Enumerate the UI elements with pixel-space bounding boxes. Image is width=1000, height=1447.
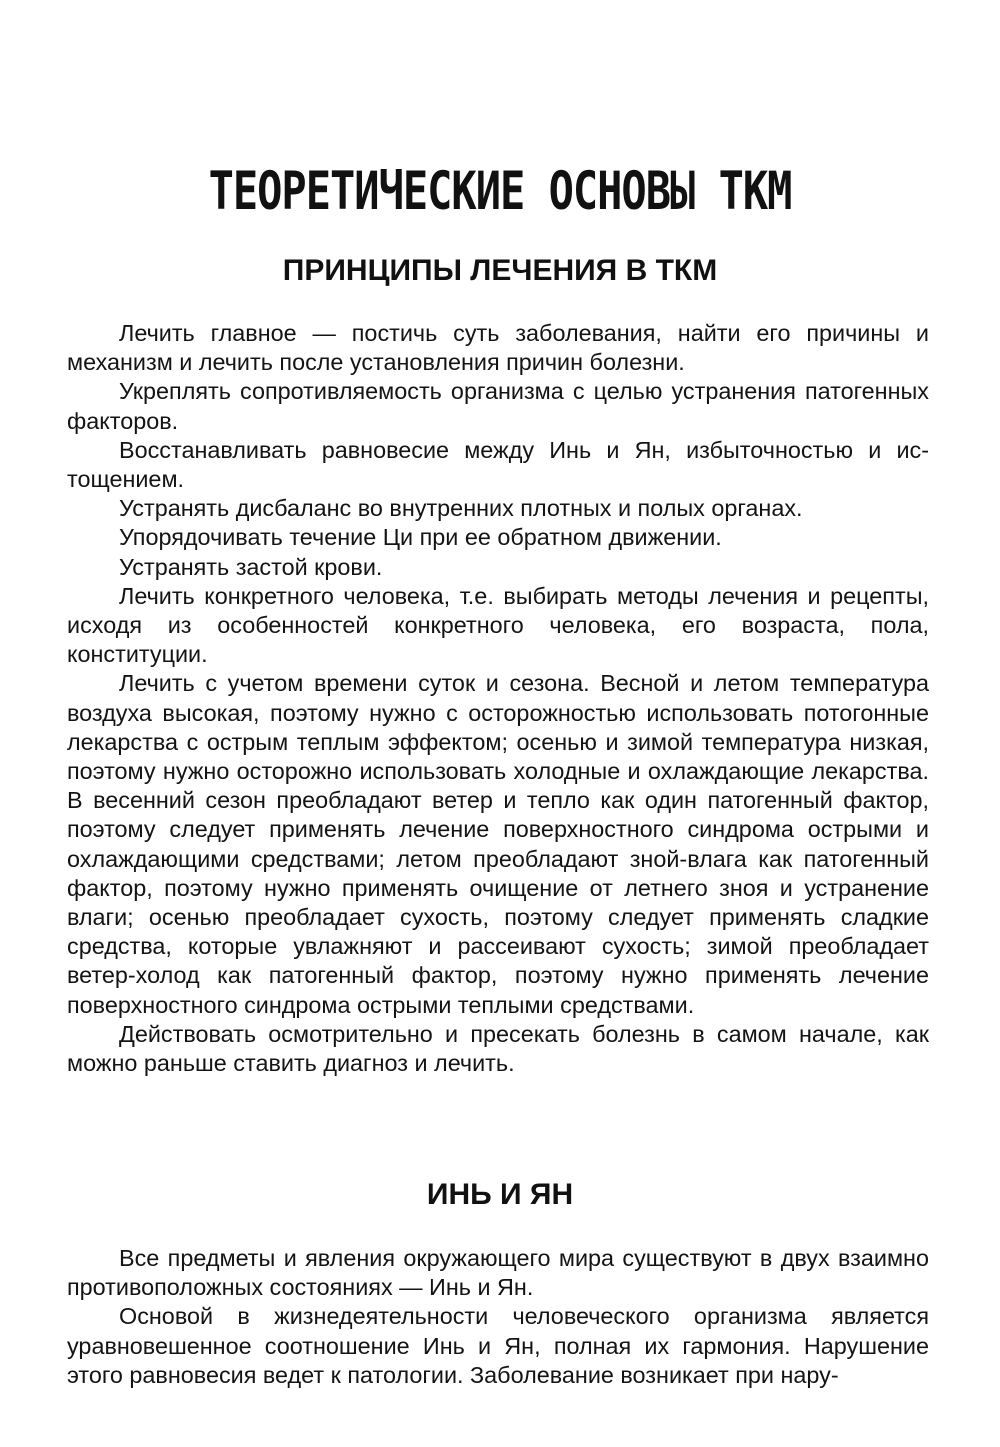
paragraph: Устранять дисбаланс во внутренних плотных и полых органах. — [119, 495, 803, 522]
paragraph: Укреплять сопротивляемость организма с целью устранения патогенных факторов. — [67, 378, 929, 434]
chapter-title: ТЕОРЕТИЧЕСКИЕ ОСНОВЫ ТКМ — [208, 160, 792, 222]
paragraph: Лечить конкретного человека, т.е. выбирать методы лечения и рецепты, исходя из особенностей конкретного человека, его возраста, пола, конституции. — [67, 582, 929, 668]
paragraph: Восстанавливать равновесие между Инь и Ян, избыточностью и истощением. — [67, 436, 929, 493]
paragraph: Лечить с учетом времени суток и сезона. Весной и летом температура воздуха высокая, поэтому нужно с осторожностью использовать потогонные лекарства с острым теплым эффектом; осенью и зимой температура низкая, поэтому нужно осторожно использовать холодные и охлаждающие лекарства. В весенний сезон преобладают ветер и тепло как один патогенный фактор, поэтому следует применять лечение поверхностного синдрома острыми и охлаждающими средствами; летом преобладают зной-влага как патогенный фактор, поэтому нужно применять очищение от летнего зноя и устранение влаги; осенью преобладает сухость, поэтому следует применять сладкие средства, которые увлажняют и рассеивают сухость; зимой преобладает ветер-холод как патогенный фактор, поэтому нужно применять лечение поверхностного синдрома острыми теплыми средствами. — [67, 670, 929, 1018]
section-body-yin-yang — [67, 1244, 929, 1390]
paragraph: Действовать осмотрительно и пресекать болезнь в самом начале, как можно раньше ставить диагноз и лечить. — [67, 1020, 929, 1077]
paragraph: Все предметы и явления окружающего мира существуют в двух взаимно противоположных состояниях — Инь и Ян. — [67, 1245, 929, 1301]
paragraph: Лечить главное — постичь суть заболевания, найти его причины и механизм и лечить после установления причин болезни. — [67, 320, 929, 376]
paragraph: Основой в жизнедеятельности человеческого организма является уравновешенное соотношение Инь и Ян, полная их гармония. Нарушение этого равновесия ведет к патологии. Заболевание возникает при нару- — [67, 1303, 929, 1388]
paragraph: Упорядочивать течение Ци при ее обратном движении. — [119, 524, 722, 551]
paragraph: Устранять застой крови. — [119, 553, 383, 580]
section-body-treatment-principles — [67, 319, 929, 1078]
section-heading-treatment-principles: ПРИНЦИПЫ ЛЕЧЕНИЯ В ТКМ — [282, 254, 718, 287]
section-heading-yin-yang: ИНЬ И ЯН — [426, 1178, 574, 1211]
